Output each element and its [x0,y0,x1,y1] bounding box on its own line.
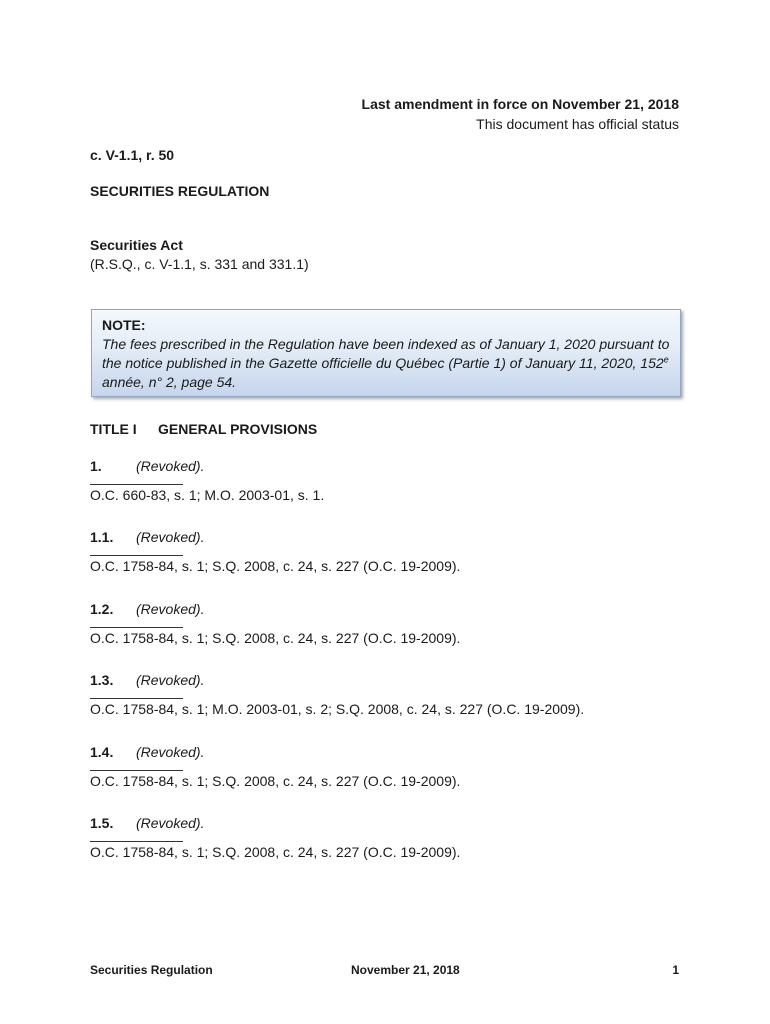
section-number: 1.5. [90,815,114,831]
act-name: Securities Act [90,237,183,253]
act-block [90,236,309,274]
section-number: 1.3. [90,672,114,688]
footer-page-number: 1 [672,963,679,977]
section-line [90,742,690,762]
note-text-part2: année, n° 2, page 54. [102,374,237,390]
section-history: O.C. 1758-84, s. 1; M.O. 2003-01, s. 2; S.Q. 2008, c. 24, s. 227 (O.C. 19-2009). [90,701,585,717]
section-line [90,527,690,547]
section [90,813,690,862]
section-history: O.C. 1758-84, s. 1; S.Q. 2008, c. 24, s. 227 (O.C. 19-2009). [90,773,461,789]
section-number: 1.4. [90,744,114,760]
section-history: O.C. 1758-84, s. 1; S.Q. 2008, c. 24, s. 227 (O.C. 19-2009). [90,630,461,646]
section-line [90,456,690,476]
section-text: (Revoked). [136,529,205,545]
section-history: O.C. 660-83, s. 1; M.O. 2003-01, s. 1. [90,487,325,503]
section-line [90,813,690,833]
note-text-superscript: e [663,354,669,365]
section [90,599,690,648]
document-title: SECURITIES REGULATION [90,183,270,199]
section [90,670,690,719]
section-text: (Revoked). [136,672,205,688]
section [90,456,690,505]
official-status: This document has official status [476,116,679,132]
section-text: (Revoked). [136,744,205,760]
act-citation: (R.S.Q., c. V-1.1, s. 331 and 331.1) [90,256,309,272]
section-number: 1.1. [90,529,114,545]
note-text [102,335,672,392]
section-history: O.C. 1758-84, s. 1; S.Q. 2008, c. 24, s. 227 (O.C. 19-2009). [90,844,461,860]
note-text-part1: The fees prescribed in the Regulation have been indexed as of January 1, 2020 pursuant to the notice published in the Gazette officielle du Québec (Partie 1) of January 11, 2020, 152 [102,336,670,371]
document-reference: c. V-1.1, r. 50 [90,147,175,163]
section-history: O.C. 1758-84, s. 1; S.Q. 2008, c. 24, s. 227 (O.C. 19-2009). [90,558,461,574]
section-line [90,670,690,690]
section [90,527,690,576]
footer-date: November 21, 2018 [351,963,460,977]
note-box [91,309,681,397]
section-text: (Revoked). [136,458,205,474]
section-text: (Revoked). [136,815,205,831]
section [90,742,690,791]
footer-document-name: Securities Regulation [90,963,213,977]
note-label: NOTE: [102,317,146,333]
title-name: GENERAL PROVISIONS [158,421,318,437]
section-text: (Revoked). [136,601,205,617]
title-number: TITLE I [90,421,137,437]
section-number: 1.2. [90,601,114,617]
document-header [362,94,679,134]
title-heading [90,421,317,437]
amendment-date: Last amendment in force on November 21, 2018 [361,96,679,112]
section-line [90,599,690,619]
section-number: 1. [90,458,102,474]
